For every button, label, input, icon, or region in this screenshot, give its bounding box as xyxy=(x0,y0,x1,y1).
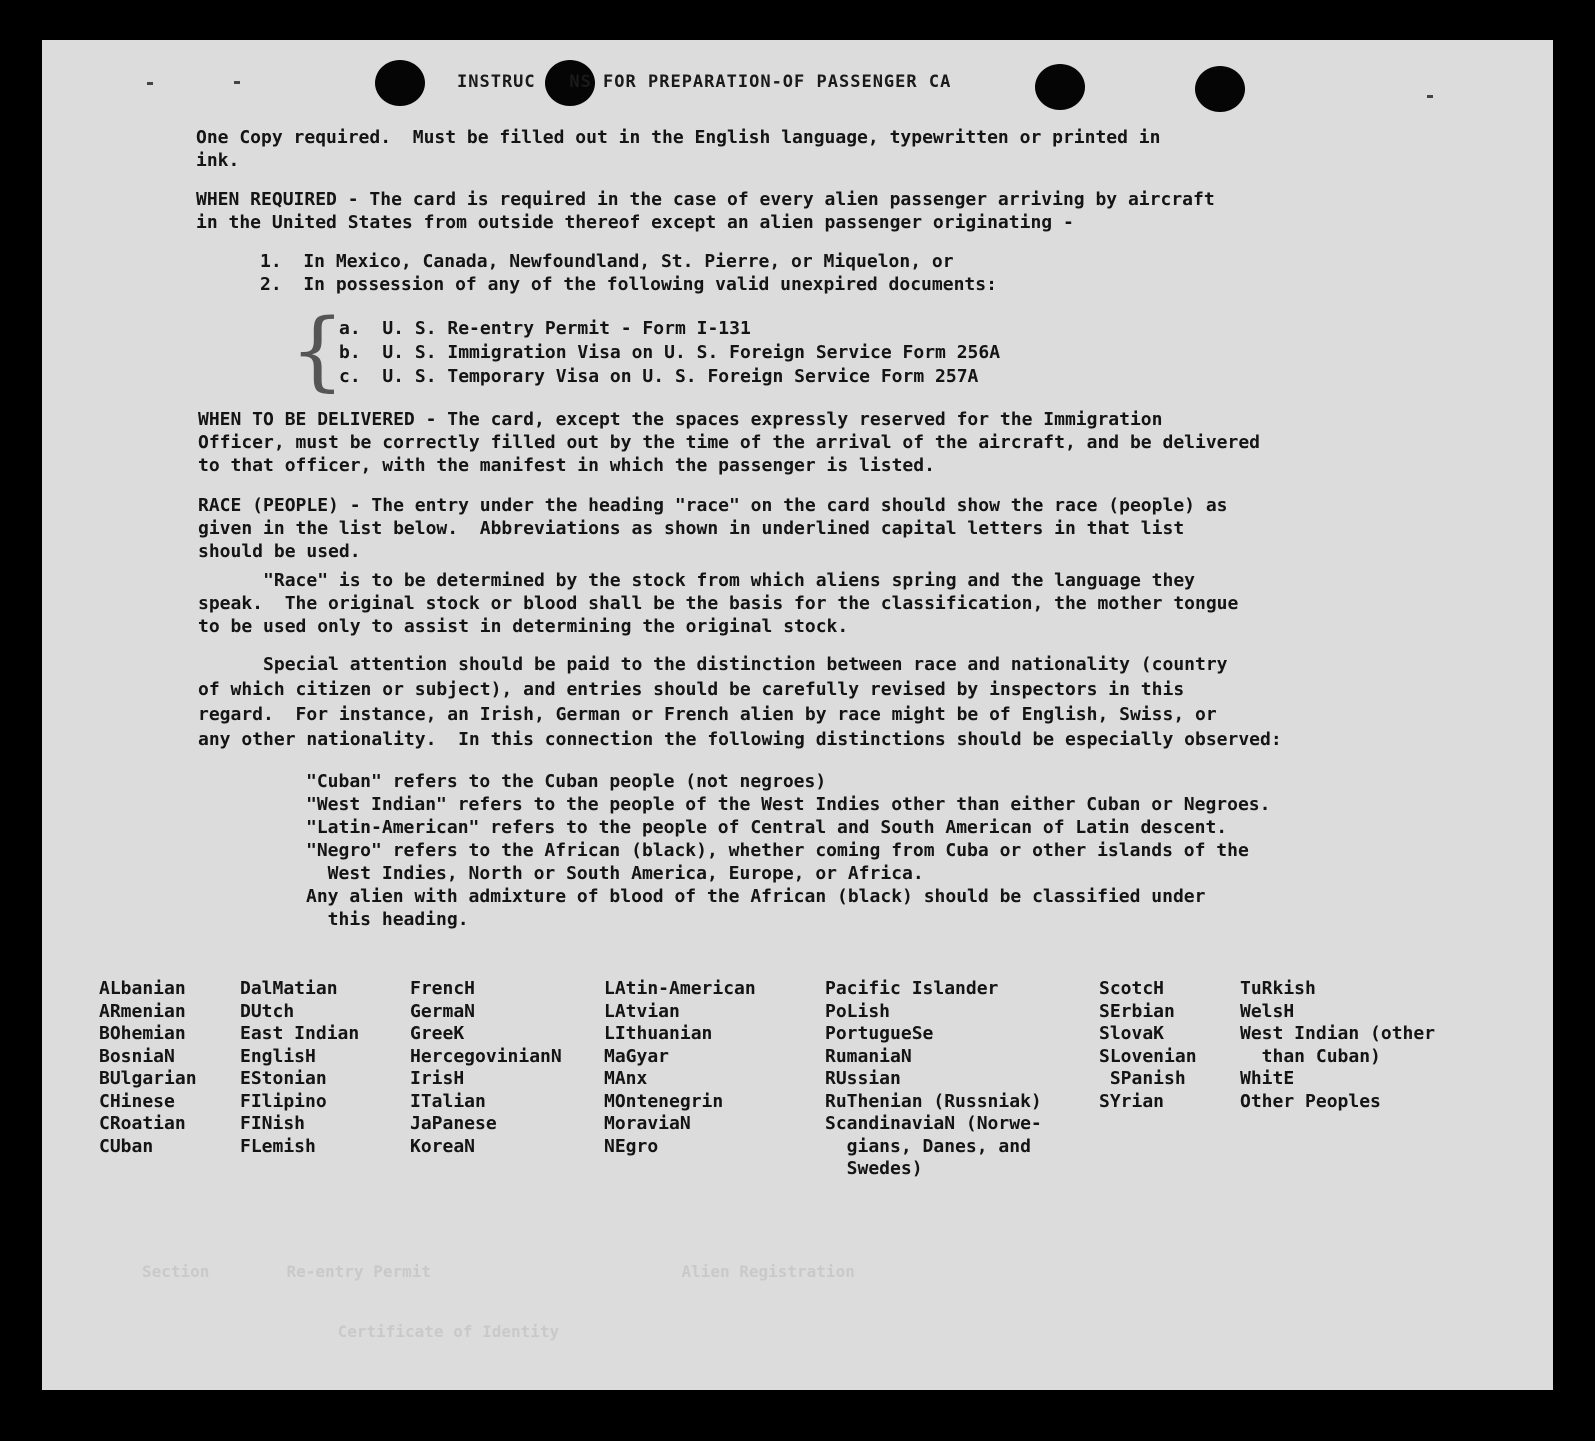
race-entry: SPanish xyxy=(1099,1068,1186,1089)
race-entry: ALbanian xyxy=(99,978,186,999)
race-entry: ScandinaviaN (Norwe- xyxy=(825,1113,1042,1134)
race-entry: DUtch xyxy=(240,1000,295,1022)
race-entry: ITalian xyxy=(410,1090,486,1112)
bleed-through-text: Certificate of Identity xyxy=(222,1322,560,1341)
race-entry: than Cuban) xyxy=(1240,1045,1381,1067)
race-column-5 xyxy=(825,978,1042,1181)
race-entry: LAtin-American xyxy=(604,978,756,999)
race-entry: DalMatian xyxy=(240,978,338,999)
race-entry: SlovaK xyxy=(1099,1023,1165,1044)
race-entry: FLemish xyxy=(240,1135,316,1157)
race-entry: gians, Danes, and xyxy=(825,1135,1031,1157)
race-entry: MOntenegrin xyxy=(604,1090,724,1112)
race-entry: FIlipino xyxy=(240,1090,327,1112)
punch-hole-left xyxy=(375,60,425,106)
race-entry: MaGyar xyxy=(604,1045,670,1067)
race-entry: SErbian xyxy=(1099,1000,1175,1022)
race-column-6 xyxy=(1099,978,1197,1113)
documents-list: a. U. S. Re-entry Permit - Form I-131 b. U. S. Immigration Visa on U. S. Foreign Service Form 256A c. U. S. Temporary Visa on U. S. Foreign Service Form 257A xyxy=(339,318,1001,387)
race-entry: IrisH xyxy=(410,1068,465,1089)
race-entry: West Indian (other xyxy=(1240,1023,1436,1044)
exceptions-list: 1. In Mexico, Canada, Newfoundland, St. Pierre, or Miquelon, or 2. In possession of any of the following valid unexpired documents: xyxy=(260,251,997,295)
race-entry: BosniaN xyxy=(99,1045,175,1067)
race-entry: RuThenian (Russniak) xyxy=(825,1090,1042,1112)
race-entry: SLovenian xyxy=(1099,1045,1197,1067)
race-entry: ScotcH xyxy=(1099,978,1165,999)
race-paragraph: RACE (PEOPLE) - The entry under the heading "race" on the card should show the race (people) as given in the list below. Abbreviations as shown in underlined capital letters in that list should be used. xyxy=(198,495,1228,562)
race-entry: NEgro xyxy=(604,1135,659,1157)
special-attention-paragraph: Special attention should be paid to the distinction between race and nationality (country of which citizen or subject), and entries should be carefully revised by inspectors in this regard. For instance, an Irish, German or French alien by race might be of English, Swiss, or any other nationality. In this connection the following distinctions should be especially observed: xyxy=(198,654,1282,750)
race-entry: BOhemian xyxy=(99,1023,186,1044)
race-entry: JaPanese xyxy=(410,1113,497,1134)
race-entry: EnglisH xyxy=(240,1045,316,1067)
race-entry: KoreaN xyxy=(410,1135,476,1157)
race-entry: RumaniaN xyxy=(825,1045,912,1067)
race-column-7 xyxy=(1240,978,1435,1113)
race-entry: Pacific Islander xyxy=(825,978,999,999)
race-entry: PortugueSe xyxy=(825,1023,934,1044)
bleed-through-text: Section Re-entry Permit Alien Registration xyxy=(142,1262,855,1281)
speck-mark xyxy=(234,81,240,84)
race-entry: SYrian xyxy=(1099,1090,1165,1112)
distinctions-list: "Cuban" refers to the Cuban people (not negroes) "West Indian" refers to the people of the West Indies other than either Cuban or Negroes. "Latin-American" refers to the people of Central and South American of Latin descent. "Negro" refers to the African (black), whether coming from Cuba or other islands of the West Indies, North or South America, Europe, or Africa. Any alien with admixture of blood of the African (black) should be classified under this heading. xyxy=(306,771,1271,930)
race-entry: Other Peoples xyxy=(1240,1090,1381,1112)
race-entry: EStonian xyxy=(240,1068,327,1089)
race-entry: MoraviaN xyxy=(604,1113,691,1134)
document-page xyxy=(42,40,1553,1390)
race-entry: GermaN xyxy=(410,1000,476,1022)
race-entry: WelsH xyxy=(1240,1000,1295,1022)
punch-hole-center-right xyxy=(1035,64,1085,110)
race-entry: GreeK xyxy=(410,1023,465,1044)
race-entry: ARmenian xyxy=(99,1000,186,1022)
intro-paragraph: One Copy required. Must be filled out in the English language, typewritten or printed in ink. xyxy=(196,127,1161,171)
speck-mark xyxy=(1427,95,1433,98)
race-column-2 xyxy=(240,978,359,1158)
speck-mark xyxy=(147,82,153,85)
race-column-3 xyxy=(410,978,562,1158)
race-entry: FrencH xyxy=(410,978,476,999)
race-entry: TuRkish xyxy=(1240,978,1316,999)
race-entry: PoLish xyxy=(825,1000,891,1022)
race-column-1 xyxy=(99,978,197,1158)
race-entry: CRoatian xyxy=(99,1113,186,1134)
when-delivered-paragraph: WHEN TO BE DELIVERED - The card, except the spaces expressly reserved for the Immigration Officer, must be correctly filled out by the time of the arrival of the aircraft, and be delivered to that officer, with the manifest in which the passenger is listed. xyxy=(198,409,1261,476)
race-entry: HercegovinianN xyxy=(410,1045,562,1067)
race-definition-paragraph: "Race" is to be determined by the stock from which aliens spring and the language they speak. The original stock or blood shall be the basis for the classification, the mother tongue to be used only to assist in determining the original stock. xyxy=(198,570,1239,637)
race-column-4 xyxy=(604,978,756,1158)
race-entry: LAtvian xyxy=(604,1000,680,1022)
race-entry: East Indian xyxy=(240,1023,360,1044)
race-entry: CUban xyxy=(99,1135,154,1157)
race-entry: MAnx xyxy=(604,1068,648,1089)
race-entry: CHinese xyxy=(99,1090,175,1112)
page-title: INSTRUC NS FOR PREPARATION-OF PASSENGER CA xyxy=(457,72,952,92)
race-entry: WhitE xyxy=(1240,1068,1295,1089)
race-entry: RUssian xyxy=(825,1068,901,1089)
race-entry: FINish xyxy=(240,1113,306,1134)
brace-mark: { xyxy=(290,301,345,401)
race-entry: LIthuanian xyxy=(604,1023,713,1044)
race-entry: Swedes) xyxy=(825,1158,923,1179)
punch-hole-right xyxy=(1195,66,1245,112)
race-entry: BUlgarian xyxy=(99,1068,197,1089)
when-required-paragraph: WHEN REQUIRED - The card is required in the case of every alien passenger arriving by aircraft in the United States from outside thereof except an alien passenger originating - xyxy=(196,189,1215,233)
